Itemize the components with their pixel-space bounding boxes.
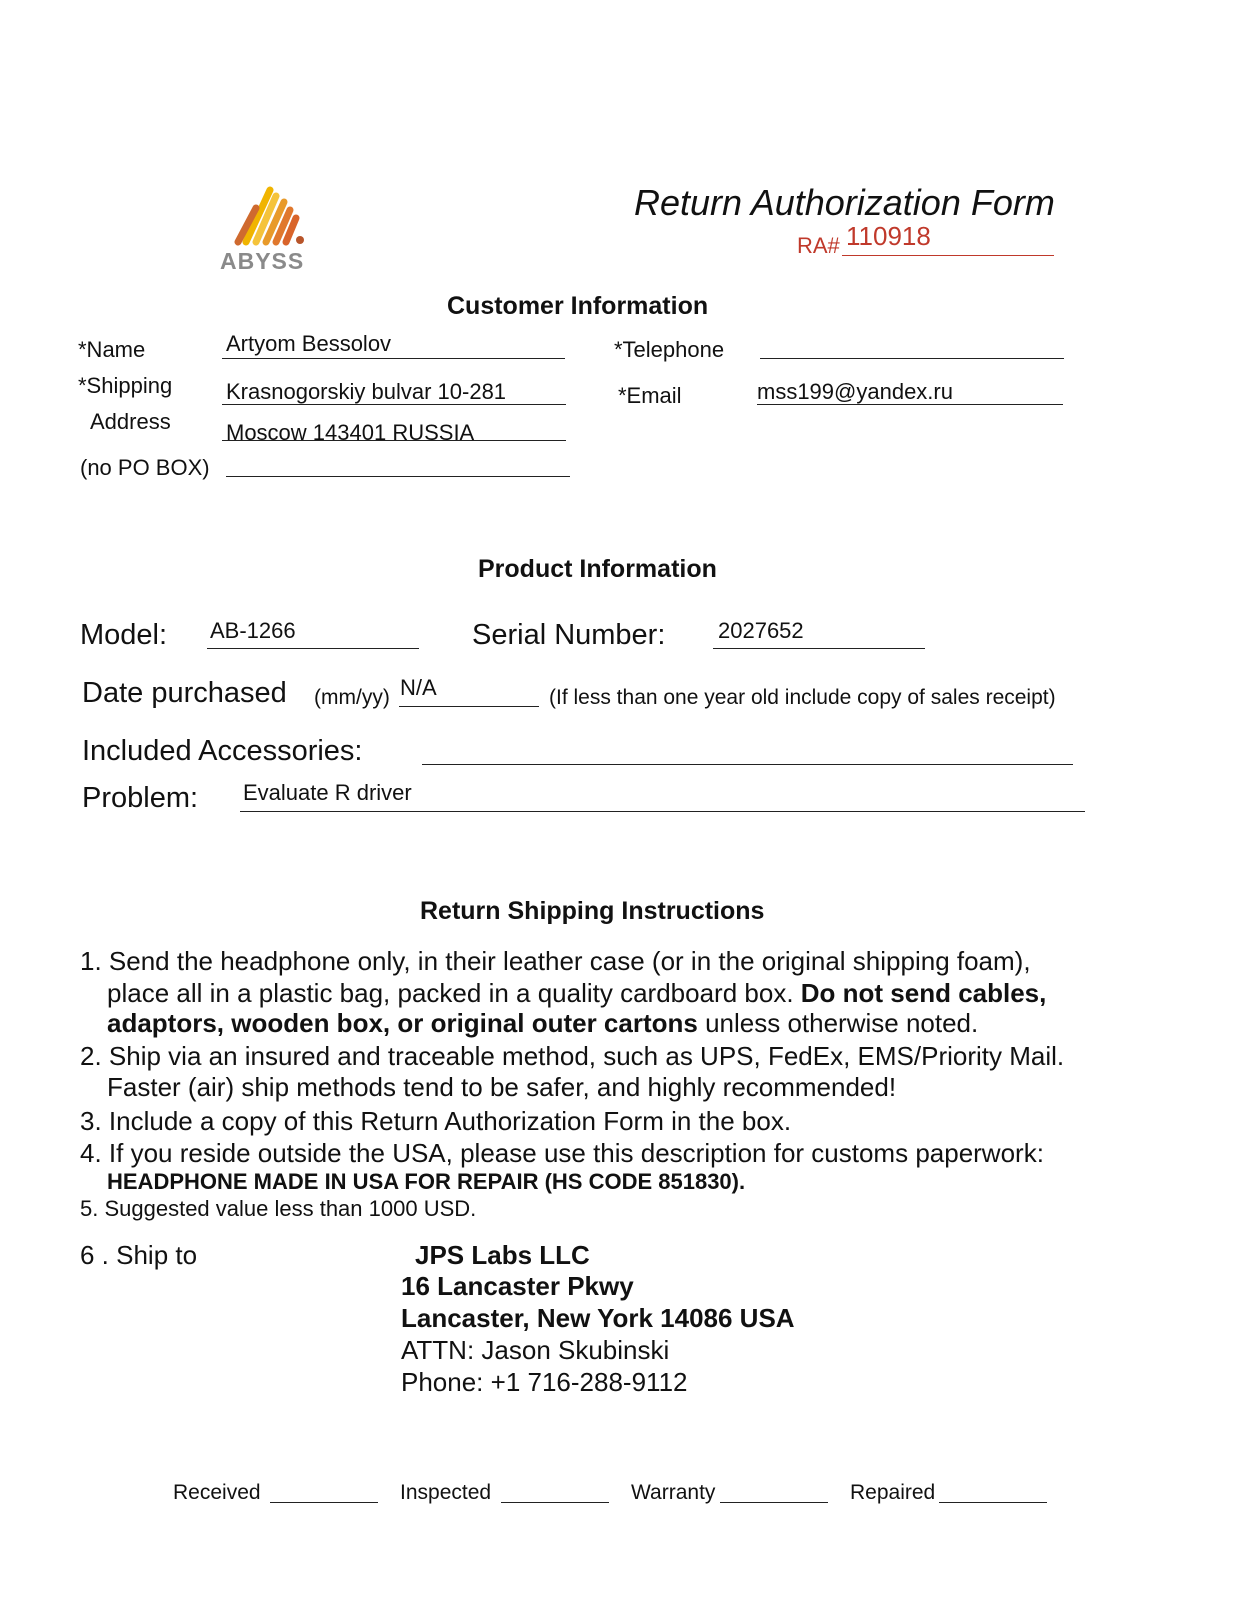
serial-underline: [713, 648, 925, 649]
instruction-5: 5. Suggested value less than 1000 USD.: [80, 1196, 477, 1221]
model-underline: [207, 648, 419, 649]
accessories-label: Included Accessories:: [82, 735, 363, 767]
form-title: Return Authorization Form: [634, 182, 1055, 223]
name-field[interactable]: Artyom Bessolov: [226, 331, 392, 356]
ra-underline: [842, 255, 1054, 256]
date-field[interactable]: N/A: [400, 675, 437, 700]
received-underline[interactable]: [270, 1502, 378, 1503]
shipping-label: *Shipping: [78, 373, 173, 398]
received-label: Received: [173, 1481, 261, 1504]
name-label: *Name: [78, 337, 146, 362]
instruction-1-text-b: place all in a plastic bag, packed in a quality cardboard box.: [107, 978, 801, 1008]
ra-label: RA#: [797, 233, 840, 258]
instructions-section-title: Return Shipping Instructions: [420, 897, 765, 925]
address-line2-underline: [222, 440, 566, 441]
instruction-1-text-c: unless otherwise noted.: [697, 1008, 979, 1038]
inspected-underline[interactable]: [501, 1502, 609, 1503]
telephone-underline: [760, 358, 1064, 359]
serial-field[interactable]: 2027652: [718, 618, 804, 643]
repaired-label: Repaired: [850, 1481, 936, 1504]
address-line1-underline: [222, 404, 566, 405]
date-format: (mm/yy): [314, 686, 390, 709]
ship-street: 16 Lancaster Pkwy: [401, 1271, 634, 1301]
instruction-3: 3. Include a copy of this Return Authorization Form in the box.: [80, 1106, 792, 1136]
warranty-underline[interactable]: [720, 1502, 828, 1503]
email-underline: [757, 404, 1063, 405]
ra-number: 110918: [846, 221, 931, 251]
problem-label: Problem:: [82, 782, 199, 814]
date-underline: [399, 706, 539, 707]
instruction-2-line-b: Faster (air) ship methods tend to be safer, and highly recommended!: [107, 1072, 897, 1102]
problem-field[interactable]: Evaluate R driver: [243, 780, 412, 805]
ship-company: JPS Labs LLC: [415, 1240, 590, 1270]
instruction-1-line-b: [107, 978, 1046, 1009]
instruction-1-bold-b: Do not send cables,: [800, 978, 1047, 1008]
address-line1-field[interactable]: Krasnogorskiy bulvar 10-281: [226, 379, 507, 404]
warranty-label: Warranty: [631, 1481, 716, 1504]
abyss-logo-icon: [226, 182, 316, 247]
model-label: Model:: [80, 619, 168, 651]
instruction-6-label: 6 . Ship to: [80, 1240, 198, 1270]
accessories-underline: [422, 764, 1073, 765]
ship-phone: Phone: +1 716-288-9112: [401, 1367, 688, 1397]
address-label: Address: [90, 409, 171, 434]
email-label: *Email: [618, 383, 682, 408]
ship-attn: ATTN: Jason Skubinski: [401, 1335, 670, 1365]
date-note: (If less than one year old include copy of sales receipt): [549, 686, 1056, 709]
email-field[interactable]: mss199@yandex.ru: [757, 379, 953, 404]
abyss-logo: [218, 182, 318, 277]
instruction-1-line-a: 1. Send the headphone only, in their leather case (or in the original shipping foam),: [80, 946, 1031, 976]
repaired-underline[interactable]: [939, 1502, 1047, 1503]
problem-underline: [240, 811, 1085, 812]
customer-section-title: Customer Information: [447, 292, 709, 320]
instruction-1-bold-c: adaptors, wooden box, or original outer cartons: [107, 1008, 698, 1038]
instruction-1-line-c: [107, 1008, 978, 1039]
logo-text: ABYSS: [220, 248, 305, 274]
serial-label: Serial Number:: [472, 619, 666, 651]
instruction-2-line-a: 2. Ship via an insured and traceable method, such as UPS, FedEx, EMS/Priority Mail.: [80, 1041, 1065, 1071]
address-line2-field[interactable]: Moscow 143401 RUSSIA: [226, 420, 475, 445]
address-line3-underline[interactable]: [226, 476, 570, 477]
inspected-label: Inspected: [400, 1481, 492, 1504]
instruction-4-line-b: HEADPHONE MADE IN USA FOR REPAIR (HS CODE 851830).: [107, 1169, 746, 1194]
telephone-label: *Telephone: [614, 337, 725, 362]
name-underline: [222, 358, 565, 359]
po-box-label: (no PO BOX): [80, 455, 210, 480]
ship-city: Lancaster, New York 14086 USA: [401, 1303, 795, 1333]
instruction-4-line-a: 4. If you reside outside the USA, please use this description for customs paperwork:: [80, 1138, 1044, 1168]
product-section-title: Product Information: [478, 555, 717, 583]
model-field[interactable]: AB-1266: [210, 618, 296, 643]
date-label: Date purchased: [82, 677, 287, 709]
